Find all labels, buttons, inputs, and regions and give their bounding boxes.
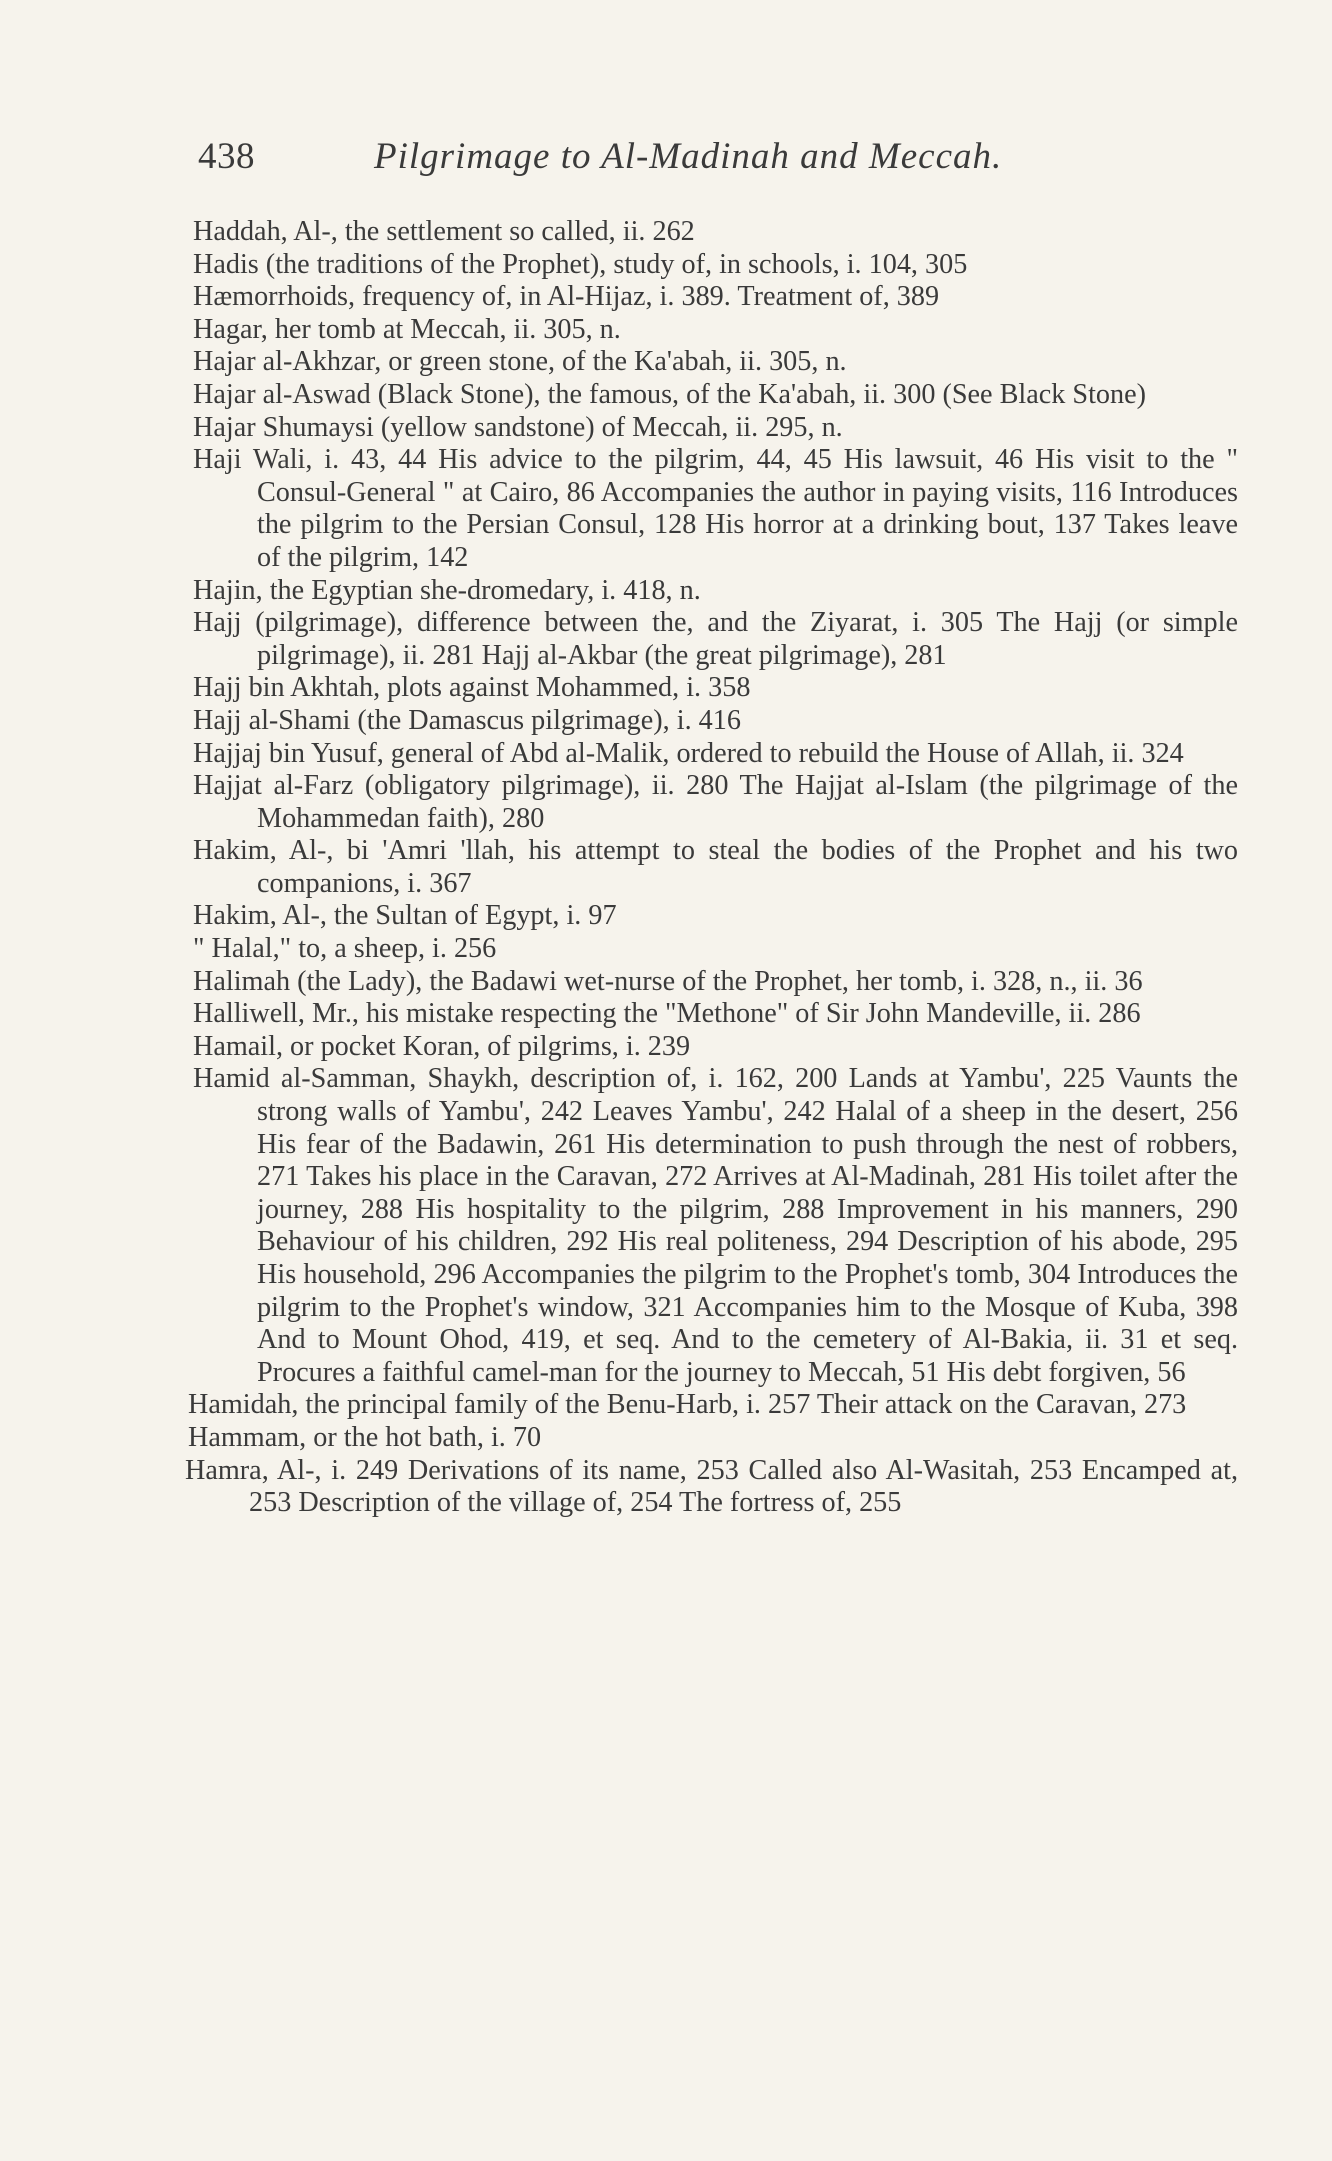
- index-entry: Halimah (the Lady), the Badawi wet-nurse of the Prophet, her tomb, i. 328, n., ii. 36: [193, 965, 1143, 997]
- running-title: Pilgrimage to Al-Madinah and Meccah.: [374, 136, 1003, 177]
- index-entry: Hajar al-Akhzar, or green stone, of the Ka'abah, ii. 305, n.: [193, 346, 847, 378]
- index-entry: Hamid al-Samman, Shaykh, description of, i. 162, 200 Lands at Yambu', 225 Vaunts the strong walls of Yambu', 242 Leaves Yambu', 242 Halal of a sheep in the desert, 256 His fear of the Badawin, 261 His determination to push through the nest of robbers, 271 Takes his place in the Caravan, 272 Arrives at Al-Madinah, 281 His toilet after the journey, 288 His hospitality to the pilgrim, 288 Improvement in his manners, 290 Behaviour of his children, 292 His real politeness, 294 Description of his abode, 295 His household, 296 Accompanies the pilgrim to the Prophet's tomb, 304 Introduces the pilgrim to the Prophet's window, 321 Accompanies him to the Mosque of Kuba, 398 And to Mount Ohod, 419, et seq. And to the cemetery of Al-Bakia, ii. 31 et seq. Procures a faithful camel-man for the journey to Meccah, 51 His debt forgiven, 56: [193, 1063, 1238, 1388]
- index-entry: Hakim, Al-, the Sultan of Egypt, i. 97: [193, 900, 617, 932]
- index-entry: Hajar al-Aswad (Black Stone), the famous, of the Ka'abah, ii. 300 (See Black Stone): [193, 378, 1146, 410]
- running-head: [198, 132, 1068, 182]
- index-entry: " Halal," to, a sheep, i. 256: [193, 933, 497, 965]
- index-entry: Hagar, her tomb at Meccah, ii. 305, n.: [193, 313, 621, 345]
- index-entry: Hajar Shumaysi (yellow sandstone) of Meccah, ii. 295, n.: [193, 411, 843, 443]
- index-entry: Hamidah, the principal family of the Benu-Harb, i. 257 Their attack on the Caravan, 273: [188, 1389, 1187, 1421]
- page-number: 438: [198, 136, 255, 177]
- index-entry: Hajjat al-Farz (obligatory pilgrimage), ii. 280 The Hajjat al-Islam (the pilgrimage of the Mohammedan faith), 280: [193, 770, 1238, 834]
- index-entry: Hajin, the Egyptian she-dromedary, i. 418, n.: [193, 574, 701, 606]
- index-entry: Hæmorrhoids, frequency of, in Al-Hijaz, i. 389. Treatment of, 389: [193, 281, 940, 313]
- index-entry: Hajjaj bin Yusuf, general of Abd al-Malik, ordered to rebuild the House of Allah, ii. 324: [193, 737, 1184, 769]
- index-entry: Haddah, Al-, the settlement so called, ii. 262: [193, 216, 695, 247]
- index-entry: Hadis (the traditions of the Prophet), study of, in schools, i. 104, 305: [193, 248, 968, 280]
- index-entry: Haji Wali, i. 43, 44 His advice to the pilgrim, 44, 45 His lawsuit, 46 His visit to the " Consul-General " at Cairo, 86 Accompanies the author in paying visits, 116 Introduces the pilgrim to the Persian Consul, 128 His horror at a drinking bout, 137 Takes leave of the pilgrim, 142: [193, 444, 1238, 573]
- index-entry: Hammam, or the hot bath, i. 70: [188, 1421, 542, 1453]
- index-entry: Hajj al-Shami (the Damascus pilgrimage), i. 416: [193, 704, 741, 736]
- index-entry: Hajj bin Akhtah, plots against Mohammed, i. 358: [193, 672, 751, 704]
- index-entry: Hakim, Al-, bi 'Amri 'llah, his attempt to steal the bodies of the Prophet and his two companions, i. 367: [193, 835, 1238, 899]
- index-entry: Halliwell, Mr., his mistake respecting the "Methone" of Sir John Mandeville, ii. 286: [193, 998, 1141, 1030]
- index-entries: [185, 216, 1238, 1520]
- index-entry: Hajj (pilgrimage), difference between the, and the Ziyarat, i. 305 The Hajj (or simple pilgrimage), ii. 281 Hajj al-Akbar (the great pilgrimage), 281: [193, 607, 1238, 671]
- index-entry: Hamail, or pocket Koran, of pilgrims, i. 239: [193, 1030, 691, 1062]
- index-entry: Hamra, Al-, i. 249 Derivations of its name, 253 Called also Al-Wasitah, 253 Encamped at, 253 Description of the village of, 254 The fortress of, 255: [185, 1454, 1238, 1519]
